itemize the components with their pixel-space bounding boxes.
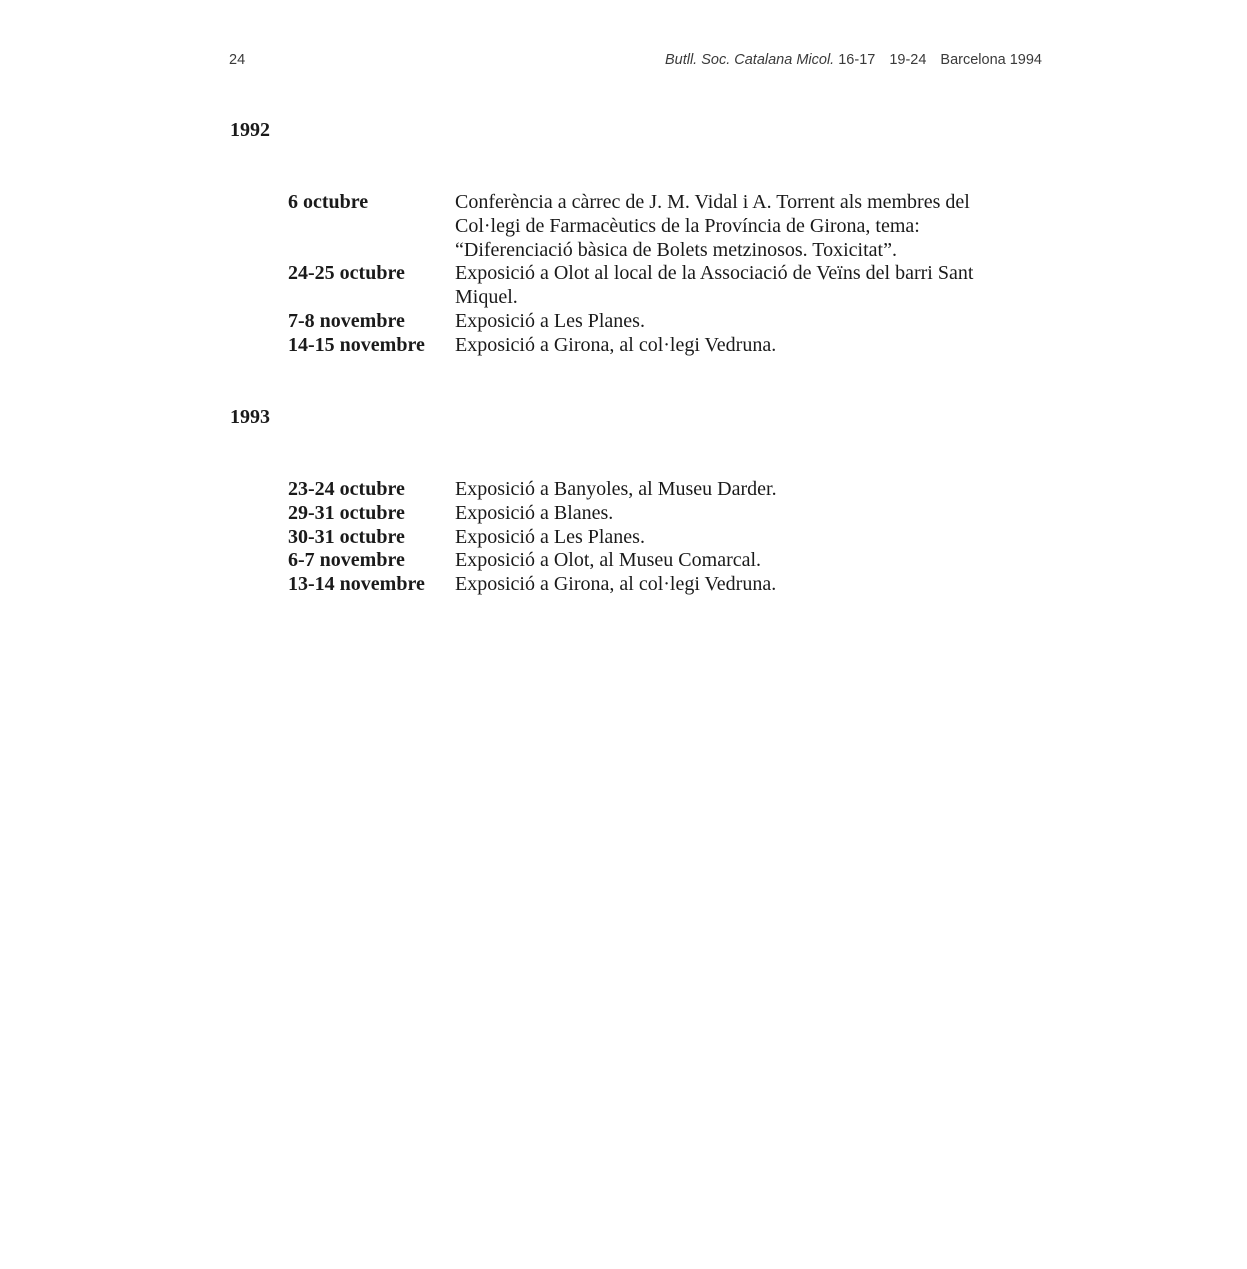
event-description: Exposició a Olot al local de la Associació de Veïns del barri Sant Miquel. <box>455 262 974 309</box>
event-row <box>288 502 1028 526</box>
year-heading-1992: 1992 <box>230 119 270 141</box>
event-description: Exposició a Blanes. <box>455 501 614 524</box>
event-date: 30-31 octubre <box>288 525 405 548</box>
event-description: Exposició a Olot, al Museu Comarcal. <box>455 549 762 572</box>
journal-pages: 19-24 <box>889 52 927 68</box>
journal-citation <box>665 52 1042 68</box>
event-row <box>288 334 1028 358</box>
event-description: Exposició a Les Planes. <box>455 525 645 548</box>
event-date: 6 octubre <box>288 191 369 213</box>
event-row <box>288 549 1028 573</box>
event-date: 7-8 novembre <box>288 309 405 332</box>
event-description: Exposició a Les Planes. <box>455 309 645 332</box>
event-row <box>288 573 1028 597</box>
event-description: Exposició a Girona, al col·legi Vedruna. <box>455 573 777 596</box>
event-date: 14-15 novembre <box>288 333 425 356</box>
event-row <box>288 478 1028 502</box>
page-number: 24 <box>229 52 246 68</box>
event-date: 29-31 octubre <box>288 501 405 524</box>
event-list-1993 <box>288 478 1028 597</box>
event-description: Exposició a Banyoles, al Museu Darder. <box>455 478 777 500</box>
event-row <box>288 191 1028 262</box>
running-head <box>229 52 1042 74</box>
year-heading-1993: 1993 <box>230 406 270 428</box>
event-date: 13-14 novembre <box>288 573 425 596</box>
event-row <box>288 310 1028 334</box>
event-row <box>288 262 1028 310</box>
journal-title: Butll. Soc. Catalana Micol. <box>664 52 835 68</box>
event-date: 6-7 novembre <box>288 549 405 572</box>
journal-place-year: Barcelona 1994 <box>940 52 1042 68</box>
event-date: 23-24 octubre <box>288 478 405 500</box>
event-description: Conferència a càrrec de J. M. Vidal i A. Torrent als membres del Col·legi de Farmacèutics de la Província de Girona, tema: “Diferenciació bàsica de Bolets metzinosos. Toxicitat”. <box>455 191 970 261</box>
event-list-1992 <box>288 191 1028 358</box>
event-description: Exposició a Girona, al col·legi Vedruna. <box>455 333 777 356</box>
event-row <box>288 526 1028 550</box>
event-date: 24-25 octubre <box>288 262 405 285</box>
journal-volume: 16-17 <box>838 52 876 68</box>
